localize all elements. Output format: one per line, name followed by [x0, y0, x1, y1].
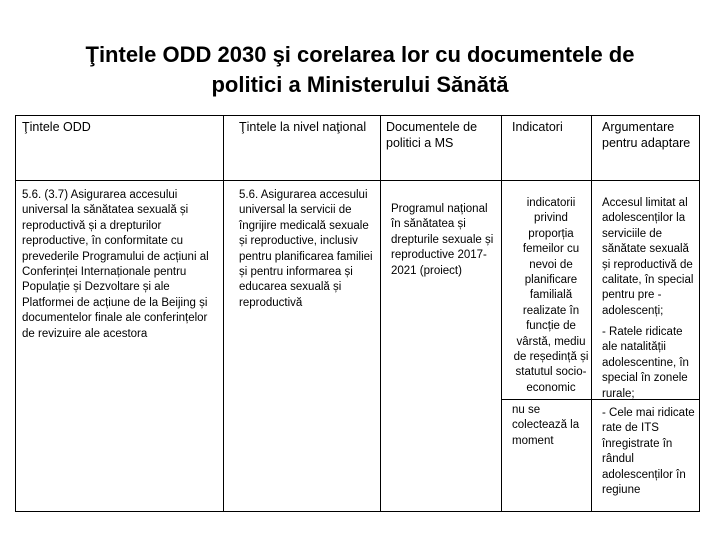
- header-national-targets: Ţintele la nivel naţional: [239, 120, 367, 134]
- header-row-divider: [16, 180, 699, 181]
- header-indicators: Indicatori: [512, 120, 563, 134]
- cell-odd-target: 5.6. (3.7) Asigurarea accesului universal la sănătatea sexuală și reproductivă și a drepturilor reproductive, în conformitate cu prevederile Programului de acțiuni al Conferinței Internaționale pentru Populație și Dezvoltare și ale Platformei de acțiune de la Beijing și documentelor finale ale conferințelor de revizuire ale acestora: [22, 189, 209, 340]
- cell-argument-2: - Ratele ridicate ale natalității adolescentine, în special în zonele rurale;: [602, 326, 689, 400]
- header-arguments: Argumentare pentru adaptare: [602, 120, 691, 150]
- slide-title-line-1: Ţintele ODD 2030 şi corelarea lor cu documentele de: [85, 42, 635, 67]
- odd-table: [15, 115, 700, 512]
- column-divider: [380, 116, 381, 511]
- cell-argument-3: - Cele mai ridicate rate de ITS înregistrate în rândul adolescenților în regiune: [602, 407, 695, 497]
- slide-title: [20, 40, 700, 100]
- header-ms-documents: Documentele de politici a MS: [386, 120, 478, 150]
- cell-argument-1: Accesul limitat al adolescenților la serviciile de sănătate sexuală și reproductivă de calitate, în special pentru pre -adolescenți;: [602, 197, 694, 317]
- slide-title-line-2: politici a Ministerului Sănătă: [211, 72, 509, 97]
- cell-ms-document: Programul național în sănătatea și drepturile sexuale și reproductive 2017-2021 (proiect): [391, 203, 494, 277]
- cell-indicator: indicatorii privind proporția femeilor cu nevoi de planificare familială realizate în funcție de vârstă, mediu de reședință și statutul socio-economic: [513, 197, 589, 394]
- column-divider: [501, 116, 502, 511]
- cell-national-target: 5.6. Asigurarea accesului universal la servicii de îngrijire medicală sexuale și reproductive, inclusiv pentru planificarea familiei și pentru informarea și educarea sexuală și reproductivă: [239, 189, 373, 309]
- header-odd-targets: Ţintele ODD: [22, 120, 91, 134]
- column-divider: [223, 116, 224, 511]
- cell-indicator-status: nu se colectează la moment: [512, 404, 580, 447]
